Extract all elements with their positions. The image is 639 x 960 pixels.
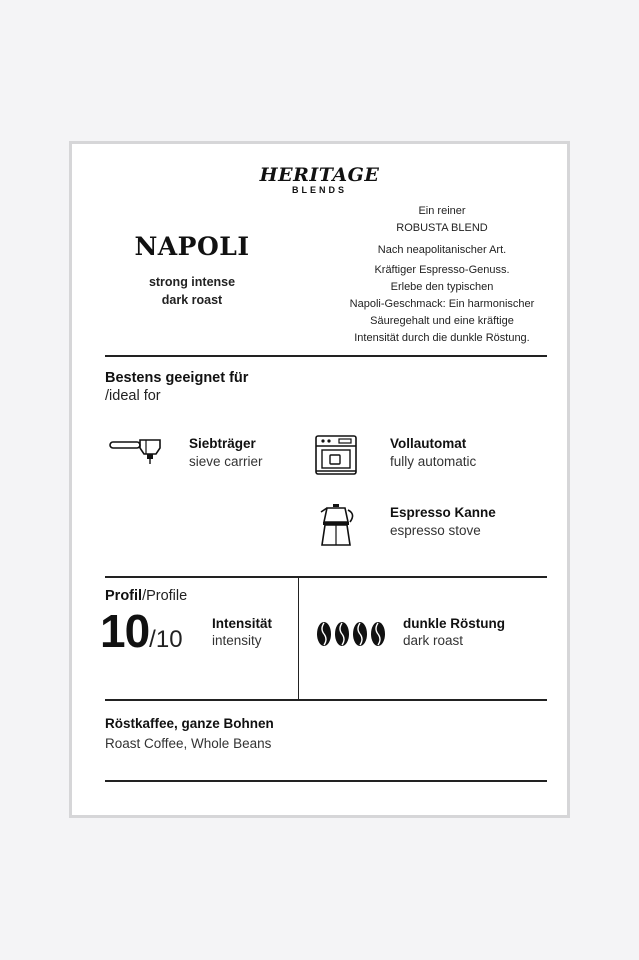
portafilter-icon [108, 434, 164, 466]
roast-label: dunkle Röstung [403, 616, 505, 631]
desc-bold-1: Nach neapolitanischer Art. [377, 244, 507, 256]
intensity-sub: intensity [212, 633, 262, 648]
product-tagline-2: dark roast [161, 293, 223, 307]
product-tagline-1: strong intense [148, 275, 236, 289]
coffee-bean-icon [352, 621, 368, 647]
intensity-label: Intensität [212, 616, 273, 631]
desc-bold-2: Kräftiger Espresso-Genuss. [374, 264, 510, 276]
espresso-machine-icon [313, 433, 359, 477]
use-label-automatic: Vollautomat [390, 436, 467, 451]
divider [105, 780, 547, 782]
divider [105, 699, 547, 701]
ideal-for-subtitle: /ideal for [105, 388, 161, 404]
desc-body-1: Erlebe den typischen [390, 281, 494, 293]
roast-level-beans [316, 621, 388, 649]
desc-line-1: Ein reiner [418, 205, 466, 217]
use-label-stove: Espresso Kanne [390, 505, 496, 520]
moka-pot-icon [317, 502, 357, 548]
intensity-max: /10 [149, 626, 183, 653]
intensity-score [100, 605, 183, 657]
coffee-bean-icon [370, 621, 386, 647]
divider [105, 355, 547, 357]
brand-logo: HERITAGE [259, 164, 380, 186]
brand-sub: BLENDS [291, 185, 347, 195]
roast-sub: dark roast [403, 633, 464, 648]
use-sub-sieve: sieve carrier [189, 454, 263, 469]
desc-body-3: Säuregehalt und eine kräftige [370, 315, 514, 327]
desc-body-4: Intensität durch die dunkle Röstung. [354, 332, 530, 344]
product-type-en: Roast Coffee, Whole Beans [105, 736, 272, 751]
coffee-bean-icon [316, 621, 332, 647]
ideal-for-title: Bestens geeignet für [105, 370, 249, 386]
intensity-value: 10 [100, 605, 150, 657]
desc-body-2: Napoli-Geschmack: Ein harmonischer [349, 298, 535, 310]
use-label-sieve: Siebträger [189, 436, 256, 451]
use-sub-stove: espresso stove [390, 523, 481, 538]
vertical-divider [298, 577, 299, 699]
product-type: Röstkaffee, ganze Bohnen [105, 716, 274, 731]
divider [105, 576, 547, 578]
profile-heading [105, 587, 187, 605]
profile-title-sub: /Profile [142, 588, 188, 604]
profile-title: Profil [105, 588, 143, 604]
desc-line-2: ROBUSTA BLEND [396, 222, 488, 234]
coffee-bean-icon [334, 621, 350, 647]
use-sub-automatic: fully automatic [390, 454, 477, 469]
product-name: NAPOLI [134, 232, 250, 261]
product-label [69, 141, 570, 818]
